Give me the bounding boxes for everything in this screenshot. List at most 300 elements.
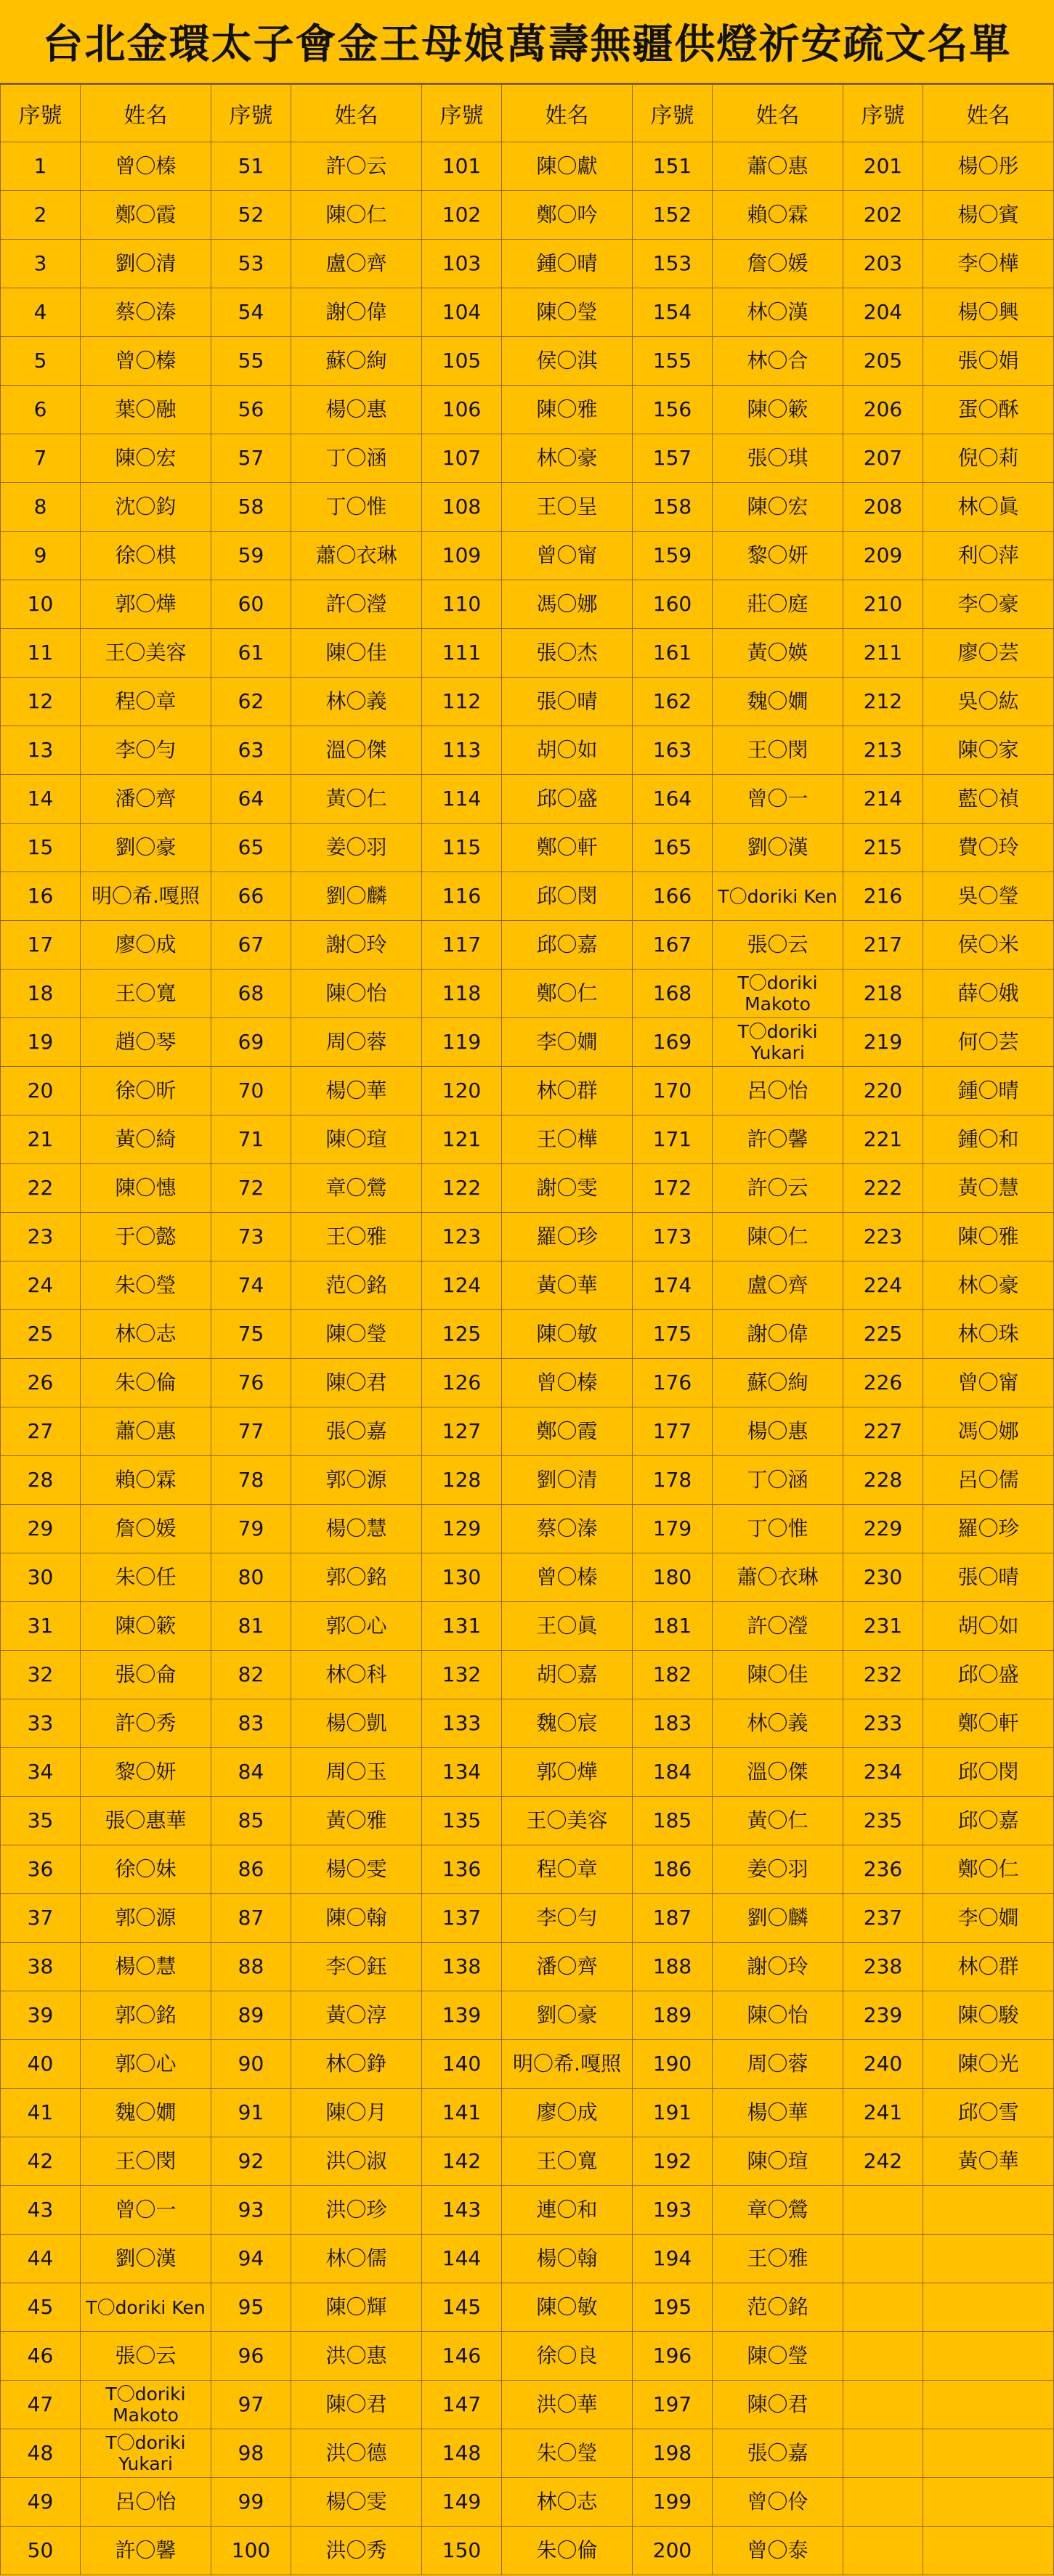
entry-name: 劉〇豪 bbox=[502, 1991, 633, 2040]
entry-name: 陳〇雅 bbox=[502, 386, 633, 434]
entry-name: 陳〇家 bbox=[923, 726, 1054, 775]
entry-name: 林〇漢 bbox=[713, 288, 843, 337]
entry-number: 233 bbox=[843, 1699, 923, 1748]
entry-name: 林〇科 bbox=[291, 1651, 422, 1699]
entry-number: 167 bbox=[633, 921, 713, 970]
header-name: 姓名 bbox=[81, 85, 211, 142]
entry-name: 郭〇燁 bbox=[81, 580, 211, 629]
entry-number: 72 bbox=[211, 1164, 291, 1213]
entry-number: 214 bbox=[843, 775, 923, 824]
entry-name: 鄭〇仁 bbox=[502, 970, 633, 1018]
entry-number: 136 bbox=[422, 1845, 502, 1894]
entry-name: 林〇儒 bbox=[291, 2235, 422, 2283]
entry-name: 郭〇銘 bbox=[291, 1553, 422, 1602]
entry-number: 238 bbox=[843, 1943, 923, 1991]
table-row bbox=[1, 1894, 1054, 1943]
entry-number: 110 bbox=[422, 580, 502, 629]
entry-name: 陳〇怡 bbox=[291, 970, 422, 1018]
entry-name: 陳〇光 bbox=[923, 2040, 1054, 2089]
entry-name: 楊〇華 bbox=[713, 2089, 843, 2137]
entry-name: 楊〇興 bbox=[923, 288, 1054, 337]
entry-number: 94 bbox=[211, 2235, 291, 2283]
entry-number: 7 bbox=[1, 434, 81, 483]
entry-number: 115 bbox=[422, 824, 502, 872]
entry-number: 127 bbox=[422, 1407, 502, 1456]
entry-name: 張〇云 bbox=[81, 2332, 211, 2381]
entry-number: 154 bbox=[633, 288, 713, 337]
entry-number: 200 bbox=[633, 2527, 713, 2575]
entry-number: 168 bbox=[633, 970, 713, 1018]
entry-name: 廖〇成 bbox=[502, 2089, 633, 2137]
entry-number: 193 bbox=[633, 2186, 713, 2235]
entry-number: 133 bbox=[422, 1699, 502, 1748]
header-name: 姓名 bbox=[291, 85, 422, 142]
entry-number: 27 bbox=[1, 1407, 81, 1456]
entry-number: 148 bbox=[422, 2429, 502, 2478]
entry-name: 鄭〇霞 bbox=[81, 191, 211, 240]
entry-name: 丁〇惟 bbox=[291, 483, 422, 532]
entry-number: 158 bbox=[633, 483, 713, 532]
entry-name: 蕭〇惠 bbox=[713, 142, 843, 191]
entry-name: 黃〇綺 bbox=[81, 1116, 211, 1164]
entry-name: 洪〇秀 bbox=[291, 2527, 422, 2575]
entry-number: 77 bbox=[211, 1407, 291, 1456]
entry-number: 109 bbox=[422, 532, 502, 580]
header-name: 姓名 bbox=[923, 85, 1054, 142]
entry-name: 黃〇華 bbox=[502, 1261, 633, 1310]
entry-number: 70 bbox=[211, 1067, 291, 1116]
entry-number: 152 bbox=[633, 191, 713, 240]
entry-name bbox=[923, 2527, 1054, 2575]
entry-number: 219 bbox=[843, 1018, 923, 1067]
entry-name: 楊〇雯 bbox=[291, 2478, 422, 2527]
entry-number: 128 bbox=[422, 1456, 502, 1505]
entry-name: 賴〇霖 bbox=[713, 191, 843, 240]
entry-name: 胡〇嘉 bbox=[502, 1651, 633, 1699]
entry-name: 胡〇如 bbox=[502, 726, 633, 775]
entry-number: 54 bbox=[211, 288, 291, 337]
entry-number: 217 bbox=[843, 921, 923, 970]
entry-name: 馮〇娜 bbox=[923, 1407, 1054, 1456]
entry-number: 232 bbox=[843, 1651, 923, 1699]
entry-number: 98 bbox=[211, 2429, 291, 2478]
entry-number: 180 bbox=[633, 1553, 713, 1602]
entry-number: 108 bbox=[422, 483, 502, 532]
entry-name: 丁〇涵 bbox=[291, 434, 422, 483]
entry-name: 廖〇芸 bbox=[923, 629, 1054, 678]
entry-name: 丁〇惟 bbox=[713, 1505, 843, 1553]
entry-number: 112 bbox=[422, 678, 502, 726]
entry-name: 林〇義 bbox=[291, 678, 422, 726]
entry-number: 41 bbox=[1, 2089, 81, 2137]
entry-number: 91 bbox=[211, 2089, 291, 2137]
table-row bbox=[1, 1116, 1054, 1164]
entry-number: 195 bbox=[633, 2283, 713, 2332]
entry-number: 218 bbox=[843, 970, 923, 1018]
entry-number: 104 bbox=[422, 288, 502, 337]
header-number: 序號 bbox=[633, 85, 713, 142]
entry-name: 曾〇泰 bbox=[713, 2527, 843, 2575]
entry-name: 朱〇倫 bbox=[502, 2527, 633, 2575]
entry-number: 38 bbox=[1, 1943, 81, 1991]
entry-name: 陳〇簌 bbox=[713, 386, 843, 434]
entry-name bbox=[923, 2478, 1054, 2527]
entry-name: 楊〇翰 bbox=[502, 2235, 633, 2283]
entry-number: 226 bbox=[843, 1359, 923, 1407]
entry-name: 洪〇華 bbox=[502, 2381, 633, 2429]
entry-number bbox=[843, 2527, 923, 2575]
table-row bbox=[1, 580, 1054, 629]
entry-name: 陳〇瑄 bbox=[291, 1116, 422, 1164]
entry-name: 陳〇宏 bbox=[713, 483, 843, 532]
entry-name: T〇doriki Ken bbox=[81, 2283, 211, 2332]
entry-number: 20 bbox=[1, 1067, 81, 1116]
entry-name: 陳〇佳 bbox=[713, 1651, 843, 1699]
entry-number: 178 bbox=[633, 1456, 713, 1505]
entry-name: 黎〇妍 bbox=[713, 532, 843, 580]
entry-name: 陳〇簌 bbox=[81, 1602, 211, 1651]
entry-number: 182 bbox=[633, 1651, 713, 1699]
entry-name: 藍〇禎 bbox=[923, 775, 1054, 824]
entry-name: 陳〇憓 bbox=[81, 1164, 211, 1213]
entry-number: 204 bbox=[843, 288, 923, 337]
entry-number: 187 bbox=[633, 1894, 713, 1943]
entry-name: 連〇和 bbox=[502, 2186, 633, 2235]
entry-name: 張〇晴 bbox=[502, 678, 633, 726]
entry-name: 張〇侖 bbox=[81, 1651, 211, 1699]
entry-number: 84 bbox=[211, 1748, 291, 1797]
entry-number: 114 bbox=[422, 775, 502, 824]
entry-number: 9 bbox=[1, 532, 81, 580]
entry-number: 37 bbox=[1, 1894, 81, 1943]
entry-name: 呂〇怡 bbox=[81, 2478, 211, 2527]
entry-name: 曾〇甯 bbox=[923, 1359, 1054, 1407]
entry-number: 151 bbox=[633, 142, 713, 191]
table-row bbox=[1, 142, 1054, 191]
entry-number: 50 bbox=[1, 2527, 81, 2575]
entry-name: 章〇鶯 bbox=[291, 1164, 422, 1213]
table-row bbox=[1, 2429, 1054, 2478]
entry-name: 許〇馨 bbox=[713, 1116, 843, 1164]
entry-name: 郭〇銘 bbox=[81, 1991, 211, 2040]
entry-number: 132 bbox=[422, 1651, 502, 1699]
entry-number: 6 bbox=[1, 386, 81, 434]
table-row bbox=[1, 1407, 1054, 1456]
entry-name: 鄭〇吟 bbox=[502, 191, 633, 240]
entry-number: 44 bbox=[1, 2235, 81, 2283]
entry-number: 201 bbox=[843, 142, 923, 191]
entry-number: 100 bbox=[211, 2527, 291, 2575]
entry-name: 王〇美容 bbox=[502, 1797, 633, 1845]
entry-name: 王〇呈 bbox=[502, 483, 633, 532]
entry-name: 鍾〇和 bbox=[923, 1116, 1054, 1164]
entry-name: 許〇秀 bbox=[81, 1699, 211, 1748]
entry-name: 張〇晴 bbox=[923, 1553, 1054, 1602]
entry-name: 李〇勻 bbox=[502, 1894, 633, 1943]
entry-number: 161 bbox=[633, 629, 713, 678]
entry-number: 213 bbox=[843, 726, 923, 775]
entry-name: 許〇云 bbox=[713, 1164, 843, 1213]
entry-number: 165 bbox=[633, 824, 713, 872]
table-row bbox=[1, 824, 1054, 872]
table-row bbox=[1, 2040, 1054, 2089]
table-row bbox=[1, 1310, 1054, 1359]
entry-number: 11 bbox=[1, 629, 81, 678]
entry-name: 許〇馨 bbox=[81, 2527, 211, 2575]
entry-number: 53 bbox=[211, 240, 291, 288]
entry-number: 140 bbox=[422, 2040, 502, 2089]
table-row bbox=[1, 1067, 1054, 1116]
entry-number: 118 bbox=[422, 970, 502, 1018]
entry-name: 陳〇君 bbox=[291, 1359, 422, 1407]
entry-name: 魏〇嫺 bbox=[81, 2089, 211, 2137]
entry-name: 張〇嘉 bbox=[291, 1407, 422, 1456]
entry-name bbox=[923, 2186, 1054, 2235]
entry-number: 48 bbox=[1, 2429, 81, 2478]
entry-number: 5 bbox=[1, 337, 81, 386]
entry-number: 99 bbox=[211, 2478, 291, 2527]
entry-name: 郭〇心 bbox=[291, 1602, 422, 1651]
entry-name: 林〇錚 bbox=[291, 2040, 422, 2089]
entry-number: 239 bbox=[843, 1991, 923, 2040]
entry-number: 198 bbox=[633, 2429, 713, 2478]
entry-number: 141 bbox=[422, 2089, 502, 2137]
entry-number: 16 bbox=[1, 872, 81, 921]
entry-name: 于〇懿 bbox=[81, 1213, 211, 1261]
entry-number: 207 bbox=[843, 434, 923, 483]
entry-number: 157 bbox=[633, 434, 713, 483]
entry-name: 盧〇齊 bbox=[291, 240, 422, 288]
entry-number: 96 bbox=[211, 2332, 291, 2381]
entry-name: 周〇蓉 bbox=[713, 2040, 843, 2089]
entry-number: 85 bbox=[211, 1797, 291, 1845]
entry-number: 137 bbox=[422, 1894, 502, 1943]
entry-name: 鍾〇晴 bbox=[923, 1067, 1054, 1116]
entry-name: 鄭〇仁 bbox=[923, 1845, 1054, 1894]
table-row bbox=[1, 726, 1054, 775]
entry-name: 張〇云 bbox=[713, 921, 843, 970]
entry-number: 61 bbox=[211, 629, 291, 678]
entry-name: 曾〇甯 bbox=[502, 532, 633, 580]
table-row bbox=[1, 2283, 1054, 2332]
entry-name: 詹〇媛 bbox=[81, 1505, 211, 1553]
entry-name: 王〇閔 bbox=[713, 726, 843, 775]
entry-number: 74 bbox=[211, 1261, 291, 1310]
table-row bbox=[1, 240, 1054, 288]
entry-name: 黃〇媖 bbox=[713, 629, 843, 678]
entry-name bbox=[923, 2283, 1054, 2332]
entry-number: 35 bbox=[1, 1797, 81, 1845]
table-row bbox=[1, 2381, 1054, 2429]
entry-name: 王〇樺 bbox=[502, 1116, 633, 1164]
entry-number: 40 bbox=[1, 2040, 81, 2089]
table-row bbox=[1, 386, 1054, 434]
entry-number: 76 bbox=[211, 1359, 291, 1407]
entry-name: 莊〇庭 bbox=[713, 580, 843, 629]
entry-name bbox=[923, 2381, 1054, 2429]
entry-name: 葉〇融 bbox=[81, 386, 211, 434]
entry-name: 陳〇瑩 bbox=[713, 2332, 843, 2381]
entry-name: 林〇群 bbox=[923, 1943, 1054, 1991]
entry-name: 丁〇涵 bbox=[713, 1456, 843, 1505]
entry-name: 張〇杰 bbox=[502, 629, 633, 678]
entry-number: 42 bbox=[1, 2137, 81, 2186]
entry-name: 陳〇敏 bbox=[502, 1310, 633, 1359]
entry-number: 25 bbox=[1, 1310, 81, 1359]
entry-number: 179 bbox=[633, 1505, 713, 1553]
table-row bbox=[1, 1797, 1054, 1845]
entry-name: 陳〇宏 bbox=[81, 434, 211, 483]
entry-name: 蕭〇衣琳 bbox=[291, 532, 422, 580]
entry-number: 196 bbox=[633, 2332, 713, 2381]
entry-name: 楊〇華 bbox=[291, 1067, 422, 1116]
entry-name: T〇doriki Yukari bbox=[713, 1018, 843, 1067]
entry-number: 119 bbox=[422, 1018, 502, 1067]
entry-number: 116 bbox=[422, 872, 502, 921]
entry-number: 163 bbox=[633, 726, 713, 775]
entry-number: 177 bbox=[633, 1407, 713, 1456]
entry-name: 黎〇妍 bbox=[81, 1748, 211, 1797]
entry-number: 47 bbox=[1, 2381, 81, 2429]
table-row bbox=[1, 921, 1054, 970]
entry-number: 29 bbox=[1, 1505, 81, 1553]
entry-name: 黃〇淳 bbox=[291, 1991, 422, 2040]
entry-name: 李〇嫺 bbox=[923, 1894, 1054, 1943]
entry-name: 魏〇宸 bbox=[502, 1699, 633, 1748]
table-row bbox=[1, 1261, 1054, 1310]
entry-name: 謝〇偉 bbox=[291, 288, 422, 337]
entry-number: 230 bbox=[843, 1553, 923, 1602]
entry-number: 131 bbox=[422, 1602, 502, 1651]
entry-name: 張〇琪 bbox=[713, 434, 843, 483]
entry-number: 57 bbox=[211, 434, 291, 483]
entry-name: 蔡〇溱 bbox=[502, 1505, 633, 1553]
entry-name: 王〇寬 bbox=[81, 970, 211, 1018]
entry-name: 邱〇閔 bbox=[502, 872, 633, 921]
entry-name: 潘〇齊 bbox=[502, 1943, 633, 1991]
entry-name: 林〇豪 bbox=[923, 1261, 1054, 1310]
entry-name: 溫〇傑 bbox=[713, 1748, 843, 1797]
entry-name: 徐〇棋 bbox=[81, 532, 211, 580]
entry-number: 225 bbox=[843, 1310, 923, 1359]
entry-number: 221 bbox=[843, 1116, 923, 1164]
table-row bbox=[1, 1651, 1054, 1699]
entry-number: 199 bbox=[633, 2478, 713, 2527]
entry-name: 鍾〇晴 bbox=[502, 240, 633, 288]
entry-number: 79 bbox=[211, 1505, 291, 1553]
entry-number: 21 bbox=[1, 1116, 81, 1164]
entry-name: 姜〇羽 bbox=[713, 1845, 843, 1894]
entry-name: 費〇玲 bbox=[923, 824, 1054, 872]
entry-name: 馮〇娜 bbox=[502, 580, 633, 629]
entry-number: 63 bbox=[211, 726, 291, 775]
table-row bbox=[1, 191, 1054, 240]
entry-number: 46 bbox=[1, 2332, 81, 2381]
entry-name: 賴〇霖 bbox=[81, 1456, 211, 1505]
table-row bbox=[1, 1359, 1054, 1407]
header-name: 姓名 bbox=[713, 85, 843, 142]
table-row bbox=[1, 1748, 1054, 1797]
entry-name: 陳〇佳 bbox=[291, 629, 422, 678]
table-row bbox=[1, 483, 1054, 532]
entry-name: 溫〇傑 bbox=[291, 726, 422, 775]
entry-name: T〇doriki Makoto bbox=[713, 970, 843, 1018]
entry-name: 徐〇妹 bbox=[81, 1845, 211, 1894]
entry-name: 陳〇輝 bbox=[291, 2283, 422, 2332]
entry-number: 139 bbox=[422, 1991, 502, 2040]
entry-number: 43 bbox=[1, 2186, 81, 2235]
entry-name: 劉〇漢 bbox=[713, 824, 843, 872]
entry-name: 劉〇麟 bbox=[291, 872, 422, 921]
entry-number: 15 bbox=[1, 824, 81, 872]
entry-name: 林〇群 bbox=[502, 1067, 633, 1116]
entry-number: 174 bbox=[633, 1261, 713, 1310]
entry-name: 盧〇齊 bbox=[713, 1261, 843, 1310]
entry-name: 朱〇倫 bbox=[81, 1359, 211, 1407]
entry-name: 楊〇惠 bbox=[713, 1407, 843, 1456]
entry-number: 192 bbox=[633, 2137, 713, 2186]
entry-number: 87 bbox=[211, 1894, 291, 1943]
entry-number: 49 bbox=[1, 2478, 81, 2527]
entry-number: 189 bbox=[633, 1991, 713, 2040]
entry-number: 17 bbox=[1, 921, 81, 970]
entry-name: 廖〇成 bbox=[81, 921, 211, 970]
entry-number: 135 bbox=[422, 1797, 502, 1845]
entry-name: 張〇嘉 bbox=[713, 2429, 843, 2478]
entry-name: 蛋〇酥 bbox=[923, 386, 1054, 434]
entry-name: 沈〇鈞 bbox=[81, 483, 211, 532]
entry-name: 侯〇淇 bbox=[502, 337, 633, 386]
table-row bbox=[1, 1553, 1054, 1602]
entry-name: 謝〇偉 bbox=[713, 1310, 843, 1359]
table-row bbox=[1, 1845, 1054, 1894]
entry-name: 明〇希.嘎照 bbox=[502, 2040, 633, 2089]
name-table bbox=[0, 84, 1054, 2575]
entry-number: 210 bbox=[843, 580, 923, 629]
entry-name: 邱〇雪 bbox=[923, 2089, 1054, 2137]
entry-name: 謝〇雯 bbox=[502, 1164, 633, 1213]
entry-name: 許〇云 bbox=[291, 142, 422, 191]
entry-number: 222 bbox=[843, 1164, 923, 1213]
entry-number: 205 bbox=[843, 337, 923, 386]
entry-number: 60 bbox=[211, 580, 291, 629]
entry-name: 曾〇榛 bbox=[502, 1359, 633, 1407]
entry-name bbox=[923, 2429, 1054, 2478]
entry-number: 162 bbox=[633, 678, 713, 726]
header-number: 序號 bbox=[211, 85, 291, 142]
entry-name: 朱〇瑩 bbox=[81, 1261, 211, 1310]
entry-number: 138 bbox=[422, 1943, 502, 1991]
entry-name: 徐〇昕 bbox=[81, 1067, 211, 1116]
entry-number: 188 bbox=[633, 1943, 713, 1991]
entry-name: 何〇芸 bbox=[923, 1018, 1054, 1067]
entry-name: 陳〇翰 bbox=[291, 1894, 422, 1943]
entry-number: 113 bbox=[422, 726, 502, 775]
table-row bbox=[1, 1991, 1054, 2040]
entry-name: 林〇眞 bbox=[923, 483, 1054, 532]
entry-number bbox=[843, 2381, 923, 2429]
entry-name: 呂〇怡 bbox=[713, 1067, 843, 1116]
entry-number: 122 bbox=[422, 1164, 502, 1213]
entry-number: 3 bbox=[1, 240, 81, 288]
entry-name: 倪〇莉 bbox=[923, 434, 1054, 483]
entry-number: 2 bbox=[1, 191, 81, 240]
entry-name: 陳〇月 bbox=[291, 2089, 422, 2137]
table-row bbox=[1, 2186, 1054, 2235]
entry-name: 陳〇獻 bbox=[502, 142, 633, 191]
entry-name: 曾〇一 bbox=[713, 775, 843, 824]
entry-name: 陳〇仁 bbox=[291, 191, 422, 240]
